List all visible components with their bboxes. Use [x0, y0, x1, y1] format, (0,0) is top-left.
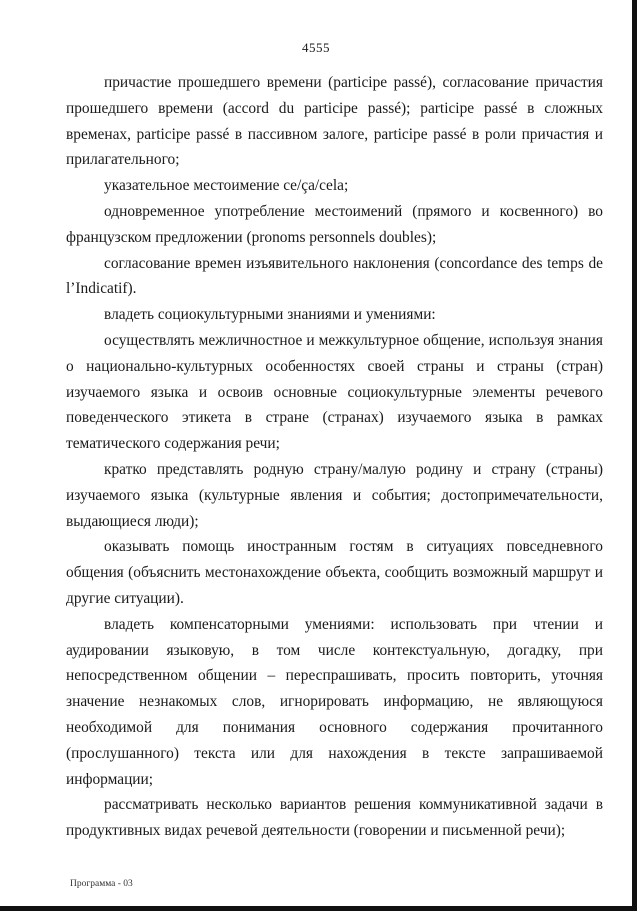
paragraph-demonstrative-pronoun: указательное местоимение ce/ça/cela;: [104, 177, 349, 195]
document-body: [66, 70, 603, 844]
paragraph-present-country: кратко представлять родную страну/малую родину и страну (страны) изучаемого языка (культурные явления и события; достопримечательности, выдающиеся люди);: [66, 460, 603, 530]
paragraph-alternative-solutions: рассматривать несколько вариантов решения коммуникативной задачи в продуктивных видах речевой деятельности (говорении и письменной речи);: [66, 796, 603, 840]
paragraph-sociocultural-heading: владеть социокультурными знаниями и умениями:: [104, 306, 436, 324]
paragraph-help-guests: оказывать помощь иностранным гостям в ситуациях повседневного общения (объяснить местонахождение объекта, сообщить возможный маршрут и другие ситуации).: [66, 538, 603, 607]
page-footer: Программа - 03: [70, 879, 133, 889]
paragraph-participe-passe: причастие прошедшего времени (participe passé), согласование причастия прошедшего времени (accord du participe passé); participe passé в сложных временах, participe passé в пассивном залоге, participe passé в роли причастия и прилагательного;: [66, 74, 603, 169]
page-number: 4555: [302, 40, 330, 55]
paragraph-compensatory-skills: владеть компенсаторными умениями: использовать при чтении и аудировании языковую, в том числе контекстуальную, догадку, при непосредственном общении – переспрашивать, просить повторить, уточняя значение незнакомых слов, игнорировать информацию, не являющуюся необходимой для понимания основного содержания прочитанного (прослушанного) текста или для нахождения в тексте запрашиваемой информации;: [66, 615, 603, 788]
paragraph-double-pronouns: одновременное употребление местоимений (прямого и косвенного) во французском предложении (pronoms personnels doubles);: [66, 202, 603, 246]
paragraph-concordance-des-temps: согласование времен изъявительного наклонения (concordance des temps de l’Indicatif).: [66, 254, 603, 298]
paragraph-intercultural-communication: осуществлять межличностное и межкультурное общение, используя знания о национально-культурных особенностях своей страны и страны (стран) изучаемого языка и освоив основные социокультурные элементы речевого поведенческого этикета в стране (странах) изучаемого языка в рамках тематического содержания речи;: [66, 331, 603, 453]
